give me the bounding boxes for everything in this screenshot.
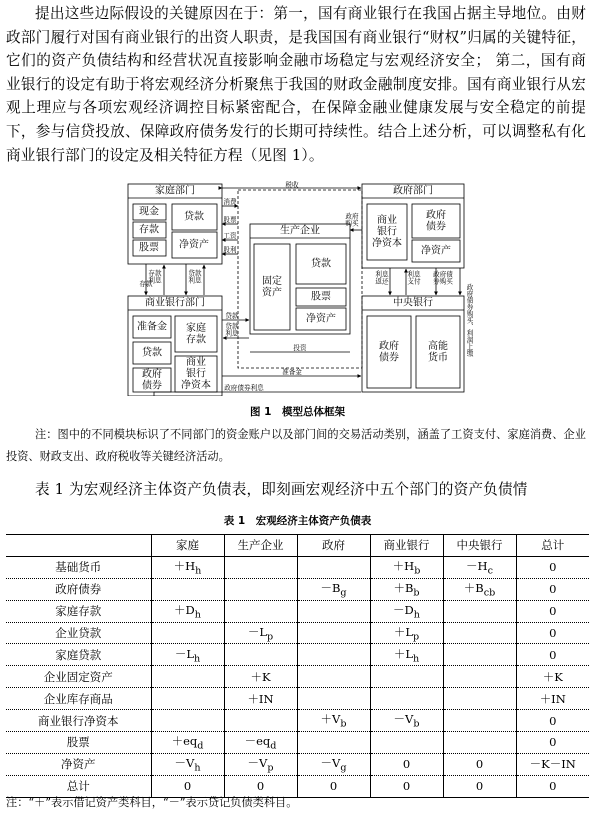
table-cell: $-V_p$ <box>224 753 297 775</box>
table-cell <box>443 710 516 732</box>
bank-household-deposit: 存款 <box>186 334 206 346</box>
table-header-cell: 家庭 <box>151 535 224 557</box>
table-cell: ＋IN <box>516 688 589 710</box>
flow-wage: 工资 <box>223 232 237 240</box>
flow-profit-return: 返还 <box>375 277 389 286</box>
flow-profit-return: 利息 <box>375 270 389 279</box>
table-cell: $-B_g$ <box>297 578 370 600</box>
row-label: 商业银行净资本 <box>38 713 119 728</box>
row-label: 政府债券 <box>55 582 102 597</box>
table-header-cell: 生产企业 <box>224 535 297 557</box>
table-cell: $+B_b$ <box>370 578 443 600</box>
bank-gov-bond: 政府 <box>142 368 162 380</box>
row-label: 总计 <box>66 779 90 794</box>
table-cell: $+eq_d$ <box>151 732 224 754</box>
row-label: 家庭贷款 <box>55 647 102 662</box>
table-row <box>6 556 589 578</box>
flow-gov-bond-purchase: 政府债 <box>433 270 453 279</box>
row-label: 企业贷款 <box>55 626 102 640</box>
table-row <box>6 666 589 688</box>
table-cell: ＋K <box>224 666 297 688</box>
table-row <box>6 732 589 754</box>
body-paragraph-1: 提出这些边际假设的关键原因在于：第一，国有商业银行在我国占据主导地位。由财政部门履行对国有商业银行的出资人职责，是我国国有商业银行“财权”归属的关键特征，它们的资产负债结构和经营状况直接影响金融市场稳定与宏观经济安全； 第二，国有商业银行的设定有助于将宏观经济分析聚焦于我国的财政金融制度安排。国有商业银行从宏观上理应与各项宏观经济调控目标紧密配合，在保障金融业健康发展与安全稳定的前提下，参与信贷投放、保障政府债务发行的长期可持续性。结合上述分析，可以调整私有化商业银行部门的设定及相关特征方程（见图 1）。 <box>6 5 586 164</box>
firm-fixed-assets: 固定 <box>262 275 282 287</box>
table-cell: $+L_h$ <box>370 644 443 666</box>
table-cell: 0 <box>516 600 589 622</box>
row-label: 企业固定资产 <box>43 669 113 684</box>
table-cell: 0 <box>516 732 589 754</box>
flow-consume: 消费 <box>223 198 237 206</box>
table-cell: 0 <box>151 775 224 797</box>
flow-loan-interest: 利息 <box>188 276 202 285</box>
table-cell <box>224 556 297 578</box>
household-networth: 净资产 <box>179 239 209 251</box>
table-cell <box>224 710 297 732</box>
table-cell: $-L_p$ <box>224 622 297 644</box>
bank-net-capital: 商业 <box>186 357 206 368</box>
table-cell <box>297 644 370 666</box>
firm-stock: 股票 <box>311 291 331 303</box>
flow-investment: 投资 <box>293 344 307 352</box>
flow-gov-purchase: 政府 <box>345 212 359 221</box>
table-cell: 0 <box>516 775 589 797</box>
table-title: 表 1 宏观经济主体资产负债表 <box>223 515 372 527</box>
figure-note: 注：图中的不同模块标识了不同部门的资金账户以及部门间的交易活动类别，涵盖了工资支付、家庭消费、企业投资、财政支出、政府税收等关键经济活动。 <box>6 428 586 463</box>
table-header-cell: 商业银行 <box>370 535 443 557</box>
flow-loan-interest: 贷款 <box>188 269 202 278</box>
firm-fixed-assets: 资产 <box>262 287 282 299</box>
firm-networth: 净资产 <box>306 313 336 325</box>
bank-gov-bond: 债券 <box>142 380 162 392</box>
bank-reserve: 准备金 <box>137 321 167 333</box>
row-label: 净资产 <box>61 757 96 772</box>
table-header-row <box>6 535 589 557</box>
table-cell <box>151 688 224 710</box>
table-cell: $-V_b$ <box>370 710 443 732</box>
table-cell: $-V_h$ <box>151 753 224 775</box>
table-cell: 0 <box>297 775 370 797</box>
table-header-cell: 中央银行 <box>443 535 516 557</box>
table-cell: 0 <box>224 775 297 797</box>
table-cell: 0 <box>516 622 589 644</box>
flow-loan-interest-firm: 利息 <box>225 329 239 338</box>
household-stock: 股票 <box>139 242 159 254</box>
bank-household-deposit: 家庭 <box>186 322 206 334</box>
flow-loan-interest-firm: 贷款 <box>225 322 239 331</box>
household-title: 家庭部门 <box>155 185 195 197</box>
table-cell <box>224 644 297 666</box>
table-cell <box>370 688 443 710</box>
table-cell <box>297 556 370 578</box>
flow-deposit-interest: 利息 <box>148 276 162 285</box>
flow-interest-payment: 支付 <box>407 277 421 286</box>
table-cell: $+B_{cb}$ <box>443 578 516 600</box>
balance-sheet-table <box>6 534 589 798</box>
table-cell: $-eq_d$ <box>224 732 297 754</box>
cb-high-powered-money: 货币 <box>428 352 448 364</box>
table-row <box>6 753 589 775</box>
table-cell <box>151 710 224 732</box>
table-cell: 0 <box>516 556 589 578</box>
table-cell: 0 <box>516 578 589 600</box>
table-cell: 0 <box>370 775 443 797</box>
household-loan: 贷款 <box>184 211 204 223</box>
flow-deposit-interest: 存款 <box>148 269 162 278</box>
table-cell <box>297 600 370 622</box>
table-header-cell <box>6 535 151 557</box>
table-cell <box>443 732 516 754</box>
household-cash: 现金 <box>139 206 159 218</box>
flow-reserve: 准备金 <box>282 368 302 376</box>
household-deposit: 存款 <box>139 224 159 236</box>
firm-title: 生产企业 <box>280 225 320 237</box>
cb-title: 中央银行 <box>393 297 433 309</box>
gov-title: 政府部门 <box>393 185 433 197</box>
table-row <box>6 710 589 732</box>
table-cell: $-H_c$ <box>443 556 516 578</box>
table-row <box>6 622 589 644</box>
gov-bank-net-capital: 银行 <box>377 226 397 238</box>
row-label: 企业库存商品 <box>43 691 113 706</box>
model-framework-diagram <box>124 180 474 396</box>
table-cell <box>370 732 443 754</box>
table-cell: －K－IN <box>516 753 589 775</box>
table-cell <box>443 666 516 688</box>
cb-gov-bond: 政府 <box>379 340 399 352</box>
bank-title: 商业银行部门 <box>145 297 205 309</box>
table-cell: $+H_h$ <box>151 556 224 578</box>
table-cell <box>151 622 224 644</box>
row-label: 股票 <box>66 735 90 750</box>
table-cell: $-V_g$ <box>297 753 370 775</box>
table-cell <box>443 622 516 644</box>
table-cell: 0 <box>443 775 516 797</box>
bank-net-capital: 银行 <box>186 368 206 380</box>
body-paragraph-2: 表 1 为宏观经济主体资产负债表，即刻画宏观经济中五个部门的资产负债情 <box>35 481 528 498</box>
gov-networth: 净资产 <box>421 245 451 257</box>
table-cell: $+L_p$ <box>370 622 443 644</box>
table-row <box>6 688 589 710</box>
table-cell: $-D_h$ <box>370 600 443 622</box>
figure-caption: 图 1 模型总体框架 <box>250 406 345 418</box>
flow-cb-bond-purchase: 政府债券购买、利润上缴 <box>465 283 473 357</box>
table-row <box>6 600 589 622</box>
flow-gov-purchase: 购买 <box>345 219 359 228</box>
table-row <box>6 644 589 666</box>
flow-gov-bond-purchase: 券购买 <box>433 277 453 286</box>
table-cell: ＋IN <box>224 688 297 710</box>
table-cell: $+V_b$ <box>297 710 370 732</box>
table-cell <box>370 666 443 688</box>
table-cell <box>443 688 516 710</box>
table-cell: $+D_h$ <box>151 600 224 622</box>
gov-bank-net-capital: 净资本 <box>372 238 402 249</box>
gov-bank-net-capital: 商业 <box>377 215 397 226</box>
firm-loan: 贷款 <box>311 258 331 270</box>
flow-dividend: 股利 <box>223 246 237 254</box>
cb-gov-bond: 债券 <box>379 352 399 364</box>
table-cell <box>297 622 370 644</box>
table-cell <box>297 666 370 688</box>
table-cell: 0 <box>443 753 516 775</box>
cb-high-powered-money: 高能 <box>428 340 448 352</box>
gov-bond: 政府 <box>426 209 446 221</box>
flow-deposit: 存款 <box>139 280 153 288</box>
flow-loan-to-firm: 贷款 <box>225 312 239 320</box>
table-note: 注：“＋”表示借记资产类科目，“－”表示贷记负债类科目。 <box>6 796 298 809</box>
row-label: 家庭存款 <box>55 604 102 619</box>
table-cell: 0 <box>516 710 589 732</box>
row-label: 基础货币 <box>55 560 102 575</box>
flow-gov-bond-interest: 政府债券利息 <box>224 384 264 392</box>
table-cell: ＋K <box>516 666 589 688</box>
table-cell <box>443 644 516 666</box>
table-cell <box>297 732 370 754</box>
table-cell: 0 <box>516 644 589 666</box>
bank-net-capital: 净资本 <box>181 380 211 391</box>
table-cell <box>151 578 224 600</box>
flow-interest-payment: 利息 <box>407 270 421 279</box>
table-cell <box>297 688 370 710</box>
table-cell <box>151 666 224 688</box>
table-header-cell: 总计 <box>516 535 589 557</box>
table-cell <box>443 600 516 622</box>
table-cell <box>224 578 297 600</box>
table-row <box>6 578 589 600</box>
bank-loan: 贷款 <box>142 347 162 359</box>
table-cell <box>224 600 297 622</box>
flow-stock: 股票 <box>223 216 237 224</box>
table-header-cell: 政府 <box>297 535 370 557</box>
table-cell: $-L_h$ <box>151 644 224 666</box>
flow-tax: 税收 <box>285 181 299 189</box>
table-cell: $+H_b$ <box>370 556 443 578</box>
table-cell: 0 <box>370 753 443 775</box>
gov-bond: 债券 <box>426 221 446 233</box>
